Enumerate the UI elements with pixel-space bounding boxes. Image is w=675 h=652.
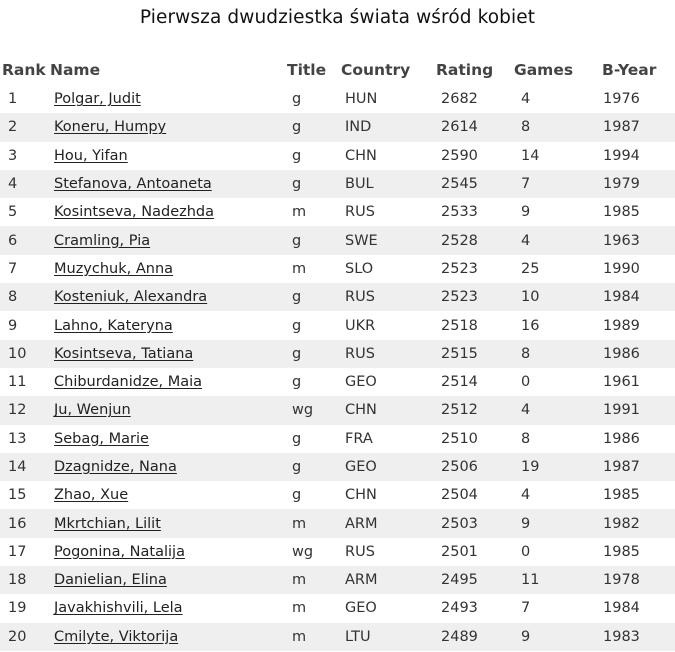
cell-country: RUS bbox=[345, 204, 375, 221]
cell-rating: 2682 bbox=[441, 91, 478, 108]
cell-title: g bbox=[287, 226, 341, 254]
cell-name bbox=[50, 226, 287, 254]
table-row bbox=[0, 453, 675, 481]
cell-title: g bbox=[287, 283, 341, 311]
cell-games: 7 bbox=[521, 600, 531, 617]
cell-rank: 17 bbox=[8, 543, 27, 560]
cell-country: RUS bbox=[341, 283, 436, 311]
cell-birth-year: 1979 bbox=[595, 170, 675, 198]
cell-name bbox=[50, 283, 287, 311]
cell-rating: 2614 bbox=[436, 113, 514, 141]
cell-country: BUL bbox=[341, 170, 436, 198]
table-row bbox=[0, 566, 675, 594]
cell-rating: 2503 bbox=[436, 509, 514, 537]
cell-name bbox=[50, 594, 287, 622]
table-row bbox=[0, 85, 675, 113]
cell-rating: 2512 bbox=[436, 396, 514, 424]
cell-rating: 2515 bbox=[436, 340, 514, 368]
player-name-link[interactable]: Chiburdanidze, Maia bbox=[54, 374, 203, 391]
cell-country: GEO bbox=[341, 453, 436, 481]
player-name-link[interactable]: Mkrtchian, Lilit bbox=[54, 515, 161, 532]
header-name: Name bbox=[50, 61, 101, 79]
table-row bbox=[0, 198, 675, 226]
cell-title: g bbox=[287, 340, 341, 368]
cell-title: wg bbox=[287, 396, 341, 424]
cell-birth-year: 1989 bbox=[603, 317, 640, 334]
cell-games: 25 bbox=[521, 260, 540, 277]
cell-rating: 2590 bbox=[441, 147, 478, 164]
cell-title: g bbox=[287, 170, 341, 198]
ranking-table bbox=[0, 55, 675, 651]
table-row bbox=[0, 481, 675, 509]
cell-rank: 10 bbox=[0, 340, 50, 368]
cell-rank: 9 bbox=[8, 317, 18, 334]
cell-name bbox=[50, 425, 287, 453]
cell-games: 8 bbox=[514, 340, 595, 368]
header-title: Title bbox=[287, 61, 327, 79]
cell-games: 19 bbox=[514, 453, 595, 481]
cell-country: IND bbox=[341, 113, 436, 141]
cell-birth-year: 1987 bbox=[595, 113, 675, 141]
cell-birth-year: 1994 bbox=[603, 147, 640, 164]
cell-country: SWE bbox=[341, 226, 436, 254]
player-name-link[interactable]: Hou, Yifan bbox=[54, 147, 128, 164]
cell-rating: 2504 bbox=[441, 487, 478, 504]
cell-games: 9 bbox=[514, 623, 595, 651]
cell-rating: 2501 bbox=[441, 543, 478, 560]
cell-rating: 2533 bbox=[441, 204, 478, 221]
cell-name bbox=[50, 85, 287, 113]
player-name-link[interactable]: Javakhishvili, Lela bbox=[54, 600, 183, 617]
cell-title: m bbox=[292, 204, 307, 221]
table-row bbox=[0, 538, 675, 566]
table-row bbox=[0, 142, 675, 170]
cell-name bbox=[50, 481, 287, 509]
cell-games: 0 bbox=[521, 543, 531, 560]
cell-title: g bbox=[292, 91, 302, 108]
cell-rating: 2510 bbox=[441, 430, 478, 447]
player-name-link[interactable]: Ju, Wenjun bbox=[54, 402, 131, 419]
cell-rank: 19 bbox=[8, 600, 27, 617]
cell-country: CHN bbox=[345, 147, 377, 164]
table-row bbox=[0, 311, 675, 339]
table-row bbox=[0, 396, 675, 424]
cell-birth-year: 1985 bbox=[603, 543, 640, 560]
cell-country: RUS bbox=[341, 340, 436, 368]
cell-country: ARM bbox=[341, 566, 436, 594]
cell-rank: 3 bbox=[8, 147, 18, 164]
cell-birth-year: 1990 bbox=[603, 260, 640, 277]
header-rank: Rank bbox=[2, 61, 46, 79]
cell-rank: 16 bbox=[0, 509, 50, 537]
cell-title: g bbox=[287, 113, 341, 141]
cell-birth-year: 1991 bbox=[595, 396, 675, 424]
cell-games: 8 bbox=[521, 430, 531, 447]
cell-rating: 2523 bbox=[436, 283, 514, 311]
cell-birth-year: 1982 bbox=[595, 509, 675, 537]
cell-games: 4 bbox=[514, 226, 595, 254]
cell-games: 8 bbox=[514, 113, 595, 141]
cell-title: g bbox=[287, 453, 341, 481]
header-country: Country bbox=[341, 61, 411, 79]
cell-country: SLO bbox=[345, 260, 374, 277]
player-name-link[interactable]: Zhao, Xue bbox=[54, 487, 129, 504]
cell-rank: 11 bbox=[8, 374, 27, 391]
cell-name bbox=[50, 368, 287, 396]
cell-birth-year: 1985 bbox=[603, 487, 640, 504]
cell-birth-year: 1984 bbox=[595, 283, 675, 311]
cell-games: 9 bbox=[521, 204, 531, 221]
cell-birth-year: 1986 bbox=[603, 430, 640, 447]
player-name-link[interactable]: Stefanova, Antoaneta bbox=[54, 176, 212, 193]
cell-rank: 1 bbox=[8, 91, 18, 108]
cell-name bbox=[50, 453, 287, 481]
cell-rank: 7 bbox=[8, 260, 18, 277]
cell-name bbox=[50, 509, 287, 537]
table-row bbox=[0, 594, 675, 622]
player-name-link[interactable]: Danielian, Elina bbox=[54, 572, 167, 589]
player-name-link[interactable]: Kosteniuk, Alexandra bbox=[54, 289, 208, 306]
cell-games: 14 bbox=[521, 147, 540, 164]
cell-games: 10 bbox=[514, 283, 595, 311]
cell-title: g bbox=[292, 430, 302, 447]
table-row bbox=[0, 340, 675, 368]
cell-name bbox=[50, 142, 287, 170]
cell-title: m bbox=[287, 623, 341, 651]
page-title: Pierwsza dwudziestka świata wśród kobiet bbox=[139, 7, 536, 28]
player-name-link[interactable]: Kosintseva, Nadezhda bbox=[54, 204, 215, 221]
cell-games: 4 bbox=[514, 396, 595, 424]
cell-rating: 2495 bbox=[436, 566, 514, 594]
cell-rating: 2514 bbox=[441, 374, 478, 391]
cell-name bbox=[50, 170, 287, 198]
cell-games: 4 bbox=[521, 487, 531, 504]
cell-title: g bbox=[292, 487, 302, 504]
cell-country: UKR bbox=[345, 317, 376, 334]
cell-birth-year: 1983 bbox=[595, 623, 675, 651]
cell-name bbox=[50, 311, 287, 339]
cell-country: HUN bbox=[345, 91, 378, 108]
cell-rank: 18 bbox=[0, 566, 50, 594]
cell-rating: 2545 bbox=[436, 170, 514, 198]
player-name-link[interactable]: Kosintseva, Tatiana bbox=[54, 345, 194, 362]
cell-title: g bbox=[292, 317, 302, 334]
table-header-row bbox=[0, 55, 675, 85]
cell-country: CHN bbox=[341, 396, 436, 424]
player-name-link[interactable]: Dzagnidze, Nana bbox=[54, 459, 177, 475]
table-row bbox=[0, 368, 675, 396]
header-rating: Rating bbox=[436, 61, 494, 79]
cell-rating: 2528 bbox=[436, 226, 514, 254]
cell-title: m bbox=[292, 600, 307, 617]
cell-name bbox=[50, 340, 287, 368]
table-row bbox=[0, 623, 675, 651]
cell-games: 16 bbox=[521, 317, 540, 334]
cell-birth-year: 1984 bbox=[603, 600, 640, 617]
table-row bbox=[0, 425, 675, 453]
cell-name bbox=[50, 255, 287, 283]
cell-name bbox=[50, 623, 287, 651]
cell-name bbox=[50, 113, 287, 141]
cell-birth-year: 1961 bbox=[603, 374, 640, 391]
cell-rating: 2489 bbox=[436, 623, 514, 651]
header-games: Games bbox=[514, 61, 574, 79]
player-name-link[interactable]: Sebag, Marie bbox=[54, 430, 149, 447]
table-row bbox=[0, 283, 675, 311]
cell-rank: 20 bbox=[0, 623, 50, 651]
cell-name bbox=[50, 566, 287, 594]
cell-country: FRA bbox=[345, 430, 373, 447]
cell-title: g bbox=[292, 147, 302, 164]
player-name-link[interactable]: Polgar, Judit bbox=[54, 91, 141, 108]
cell-title: g bbox=[292, 374, 302, 391]
cell-rank: 5 bbox=[8, 204, 18, 221]
player-name-link[interactable]: Cramling, Pia bbox=[54, 232, 151, 249]
cell-rating: 2506 bbox=[436, 453, 514, 481]
table-row bbox=[0, 170, 675, 198]
cell-games: 7 bbox=[514, 170, 595, 198]
cell-rank: 6 bbox=[0, 226, 50, 254]
table-row bbox=[0, 509, 675, 537]
cell-country: GEO bbox=[345, 374, 377, 391]
cell-name bbox=[50, 396, 287, 424]
cell-title: wg bbox=[292, 543, 314, 560]
player-name-link[interactable]: Lahno, Kateryna bbox=[54, 317, 173, 334]
cell-rank: 2 bbox=[0, 113, 50, 141]
cell-country: ARM bbox=[341, 509, 436, 537]
player-name-link[interactable]: Pogonina, Natalija bbox=[54, 543, 185, 560]
table-row bbox=[0, 113, 675, 141]
cell-birth-year: 1987 bbox=[595, 453, 675, 481]
cell-birth-year: 1976 bbox=[603, 91, 640, 108]
cell-rank: 8 bbox=[0, 283, 50, 311]
cell-birth-year: 1986 bbox=[595, 340, 675, 368]
cell-games: 11 bbox=[514, 566, 595, 594]
cell-games: 9 bbox=[514, 509, 595, 537]
cell-name bbox=[50, 538, 287, 566]
cell-rank: 13 bbox=[8, 430, 27, 447]
cell-rank: 12 bbox=[0, 396, 50, 424]
cell-games: 4 bbox=[521, 91, 531, 108]
cell-rating: 2493 bbox=[441, 600, 478, 617]
table-row bbox=[0, 226, 675, 254]
cell-country: CHN bbox=[345, 487, 377, 504]
cell-birth-year: 1963 bbox=[595, 226, 675, 254]
cell-country: GEO bbox=[345, 600, 377, 617]
cell-title: m bbox=[292, 260, 307, 277]
player-name-link[interactable]: Koneru, Humpy bbox=[54, 119, 167, 136]
cell-name bbox=[50, 198, 287, 226]
cell-birth-year: 1985 bbox=[603, 204, 640, 221]
cell-rating: 2523 bbox=[441, 260, 478, 277]
table-row bbox=[0, 255, 675, 283]
cell-country: LTU bbox=[341, 623, 436, 651]
cell-rank: 14 bbox=[0, 453, 50, 481]
cell-country: RUS bbox=[345, 543, 375, 560]
cell-rating: 2518 bbox=[441, 317, 478, 334]
cell-rank: 15 bbox=[8, 487, 27, 504]
cell-birth-year: 1978 bbox=[595, 566, 675, 594]
cell-title: m bbox=[287, 509, 341, 537]
header-birth-year: B-Year bbox=[602, 61, 657, 79]
player-name-link[interactable]: Cmilyte, Viktorija bbox=[54, 628, 179, 645]
cell-rank: 4 bbox=[0, 170, 50, 198]
cell-title: m bbox=[287, 566, 341, 594]
cell-games: 0 bbox=[521, 374, 531, 391]
player-name-link[interactable]: Muzychuk, Anna bbox=[54, 260, 174, 277]
